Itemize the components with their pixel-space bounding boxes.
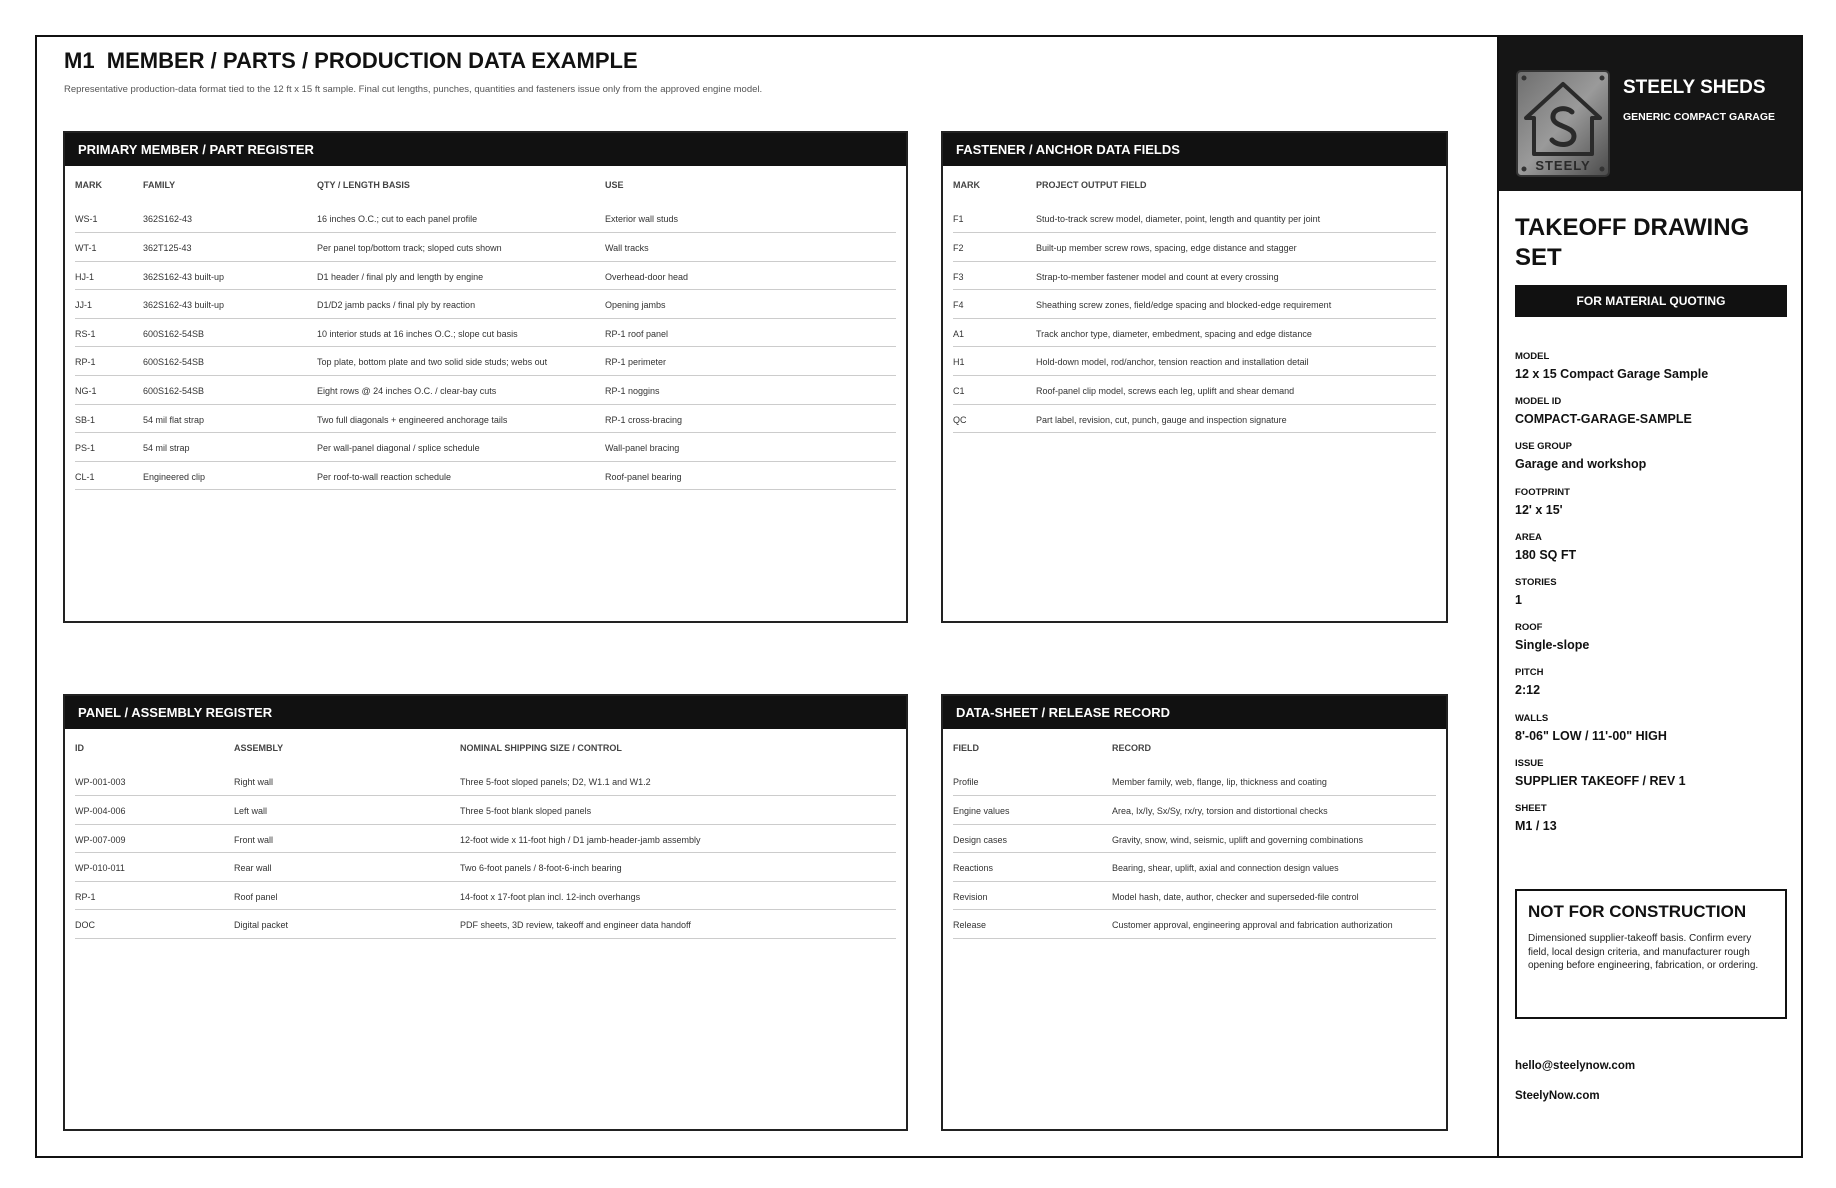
table-cell: Overhead-door head — [605, 261, 896, 290]
column-header: MARK — [953, 180, 980, 190]
spec-item — [1515, 667, 1787, 712]
table-cell: Area, Ix/Iy, Sx/Sy, rx/ry, torsion and distortional checks — [1112, 796, 1436, 825]
table-cell: Roof panel — [234, 881, 460, 910]
table-cell: 10 interior studs at 16 inches O.C.; slope cut basis — [317, 318, 605, 347]
spec-item — [1515, 532, 1787, 577]
warning-text: Dimensioned supplier-takeoff basis. Confirm every field, local design criteria, and manufacturer rough opening before engineering, fabrication, or ordering. — [1528, 933, 1759, 971]
table-row — [953, 881, 1436, 910]
brand-subtitle: GENERIC COMPACT GARAGE — [1623, 111, 1776, 123]
table-cell: Release — [953, 910, 1112, 939]
table-cell: Eight rows @ 24 inches O.C. / clear-bay cuts — [317, 376, 605, 405]
table-header-row — [75, 729, 896, 767]
table-cell: D1 header / final ply and length by engine — [317, 261, 605, 290]
spec-value: COMPACT-GARAGE-SAMPLE — [1515, 412, 1692, 427]
table-cell: 362S162-43 built-up — [143, 261, 317, 290]
spec-label: STORIES — [1515, 576, 1557, 588]
table-cell: Per panel top/bottom track; sloped cuts shown — [317, 233, 605, 262]
table-cell: Wall tracks — [605, 233, 896, 262]
spec-value: M1 / 13 — [1515, 818, 1557, 833]
table-row — [75, 881, 896, 910]
table-cell: Sheathing screw zones, field/edge spacing and blocked-edge requirement — [1036, 290, 1436, 319]
column-header: ID — [75, 743, 84, 753]
spec-item — [1515, 803, 1787, 848]
page-title: M1 MEMBER / PARTS / PRODUCTION DATA EXAMPLE — [64, 48, 638, 73]
table-cell: Top plate, bottom plate and two solid side studs; webs out — [317, 347, 605, 376]
table-cell: Digital packet — [234, 910, 460, 939]
main-area — [37, 37, 1499, 1156]
column-header: QTY / LENGTH BASIS — [317, 180, 410, 190]
table-row — [75, 318, 896, 347]
table-cell: Three 5-foot sloped panels; D2, W1.1 and W1.2 — [460, 767, 896, 796]
table-header-row — [953, 729, 1436, 767]
table-cell: Per wall-panel diagonal / splice schedule — [317, 433, 605, 462]
table-row — [75, 461, 896, 490]
table-cell: CL-1 — [75, 461, 143, 490]
spec-label: MODEL — [1515, 351, 1550, 362]
table-row — [953, 767, 1436, 796]
table-cell: Design cases — [953, 824, 1112, 853]
fastener-fields-table — [953, 166, 1436, 433]
table-row — [75, 261, 896, 290]
table-cell: Right wall — [234, 767, 460, 796]
part-register-table — [75, 166, 896, 490]
column-header: PROJECT OUTPUT FIELD — [1036, 180, 1147, 190]
table-cell: F4 — [953, 290, 1036, 319]
table-row — [75, 290, 896, 319]
column-header: FAMILY — [143, 180, 176, 190]
table-row — [953, 233, 1436, 262]
spec-item — [1515, 396, 1787, 441]
table-cell: RP-1 cross-bracing — [605, 404, 896, 433]
column-header: MARK — [75, 180, 102, 190]
fastener-fields-title: FASTENER / ANCHOR DATA FIELDS — [943, 133, 1446, 166]
table-cell: WP-004-006 — [75, 796, 234, 825]
release-record-table — [953, 729, 1436, 939]
drawing-sheet — [35, 35, 1803, 1158]
fastener-fields-panel — [941, 131, 1448, 623]
table-cell: Profile — [953, 767, 1112, 796]
table-cell: Two full diagonals + engineered anchorage tails — [317, 404, 605, 433]
table-row — [953, 404, 1436, 433]
table-cell: 600S162-54SB — [143, 347, 317, 376]
table-cell: Bearing, shear, uplift, axial and connection design values — [1112, 853, 1436, 882]
brand-block — [1499, 37, 1801, 191]
table-cell: RP-1 noggins — [605, 376, 896, 405]
table-cell: C1 — [953, 376, 1036, 405]
table-row — [75, 796, 896, 825]
spec-value: 2:12 — [1515, 683, 1541, 698]
table-cell: RP-1 perimeter — [605, 347, 896, 376]
release-record-panel — [941, 694, 1448, 1131]
table-cell: NG-1 — [75, 376, 143, 405]
table-cell: PS-1 — [75, 433, 143, 462]
warning-title: NOT FOR CONSTRUCTION — [1528, 902, 1747, 921]
table-cell: WT-1 — [75, 233, 143, 262]
release-record-title: DATA-SHEET / RELEASE RECORD — [943, 696, 1446, 729]
spec-item — [1515, 487, 1787, 532]
table-cell: 16 inches O.C.; cut to each panel profile — [317, 204, 605, 233]
table-row — [75, 376, 896, 405]
table-cell: Member family, web, flange, lip, thickness and coating — [1112, 767, 1436, 796]
table-cell: Reactions — [953, 853, 1112, 882]
table-row — [75, 347, 896, 376]
set-title: TAKEOFF DRAWING SET — [1515, 214, 1750, 271]
spec-item — [1515, 577, 1787, 622]
table-cell: Track anchor type, diameter, embedment, spacing and edge distance — [1036, 318, 1436, 347]
table-cell: 12-foot wide x 11-foot high / D1 jamb-header-jamb assembly — [460, 824, 896, 853]
spec-label: AREA — [1515, 531, 1542, 543]
table-row — [75, 767, 896, 796]
table-row — [953, 853, 1436, 882]
quote-band: FOR MATERIAL QUOTING — [1515, 285, 1787, 317]
table-cell: Roof-panel bearing — [605, 461, 896, 490]
title-block — [1497, 37, 1801, 1156]
table-cell: Hold-down model, rod/anchor, tension reaction and installation detail — [1036, 347, 1436, 376]
table-cell: WP-007-009 — [75, 824, 234, 853]
table-cell: Opening jambs — [605, 290, 896, 319]
table-cell: 54 mil flat strap — [143, 404, 317, 433]
spec-list — [1515, 351, 1787, 848]
table-cell: Three 5-foot blank sloped panels — [460, 796, 896, 825]
table-row — [953, 824, 1436, 853]
spec-label: PITCH — [1515, 667, 1544, 679]
spec-item — [1515, 622, 1787, 667]
table-cell: RP-1 roof panel — [605, 318, 896, 347]
column-header: USE — [605, 180, 624, 190]
spec-item — [1515, 441, 1787, 486]
table-row — [75, 824, 896, 853]
table-cell: JJ-1 — [75, 290, 143, 319]
table-cell: 362S162-43 — [143, 204, 317, 233]
table-cell: Rear wall — [234, 853, 460, 882]
spec-item — [1515, 758, 1787, 803]
table-row — [75, 910, 896, 939]
column-header: NOMINAL SHIPPING SIZE / CONTROL — [460, 743, 622, 753]
brand-name: STEELY SHEDS — [1623, 77, 1766, 98]
column-header: FIELD — [953, 743, 979, 753]
spec-label: MODEL ID — [1515, 396, 1562, 408]
table-row — [953, 318, 1436, 347]
table-cell: Gravity, snow, wind, seismic, uplift and governing combinations — [1112, 824, 1436, 853]
table-cell: D1/D2 jamb packs / final ply by reaction — [317, 290, 605, 319]
table-cell: 600S162-54SB — [143, 376, 317, 405]
spec-value: 8'-06" LOW / 11'-00" HIGH — [1515, 728, 1667, 743]
table-row — [75, 233, 896, 262]
table-cell: Left wall — [234, 796, 460, 825]
table-cell: Wall-panel bracing — [605, 433, 896, 462]
table-row — [953, 261, 1436, 290]
panel-register-title: PANEL / ASSEMBLY REGISTER — [65, 696, 906, 729]
table-cell: Stud-to-track screw model, diameter, point, length and quantity per joint — [1036, 204, 1436, 233]
table-cell: QC — [953, 404, 1036, 433]
spec-item — [1515, 351, 1787, 396]
spec-item — [1515, 713, 1787, 758]
table-cell: Customer approval, engineering approval and fabrication authorization — [1112, 910, 1436, 939]
table-cell: F1 — [953, 204, 1036, 233]
table-cell: Front wall — [234, 824, 460, 853]
spec-value: 12 x 15 Compact Garage Sample — [1515, 367, 1709, 381]
table-row — [75, 853, 896, 882]
page-subtitle: Representative production-data format tied to the 12 ft x 15 ft sample. Final cut lengths, punches, quantities and fasteners issue only from the approved engine model. — [64, 84, 763, 95]
table-row — [953, 796, 1436, 825]
part-register-title: PRIMARY MEMBER / PART REGISTER — [65, 133, 906, 166]
table-cell: 54 mil strap — [143, 433, 317, 462]
table-cell: Strap-to-member fastener model and count at every crossing — [1036, 261, 1436, 290]
column-header: ASSEMBLY — [234, 743, 284, 753]
table-cell: WP-010-011 — [75, 853, 234, 882]
table-cell: 362T125-43 — [143, 233, 317, 262]
table-cell: Engineered clip — [143, 461, 317, 490]
spec-value: SUPPLIER TAKEOFF / REV 1 — [1515, 773, 1686, 788]
panel-register-table — [75, 729, 896, 939]
spec-value: 12' x 15' — [1515, 502, 1563, 517]
contact-website[interactable]: SteelyNow.com — [1515, 1090, 1600, 1102]
spec-label: FOOTPRINT — [1515, 486, 1570, 498]
table-header-row — [75, 166, 896, 204]
table-cell: H1 — [953, 347, 1036, 376]
table-cell: Revision — [953, 881, 1112, 910]
table-cell: 600S162-54SB — [143, 318, 317, 347]
column-header: RECORD — [1112, 743, 1152, 753]
table-cell: Two 6-foot panels / 8-foot-6-inch bearing — [460, 853, 896, 882]
table-row — [75, 433, 896, 462]
table-row — [953, 910, 1436, 939]
table-cell: RP-1 — [75, 347, 143, 376]
table-cell: Model hash, date, author, checker and superseded-file control — [1112, 881, 1436, 910]
table-cell: RP-1 — [75, 881, 234, 910]
table-cell: Exterior wall studs — [605, 204, 896, 233]
steely-logo — [1516, 70, 1610, 177]
table-cell: F2 — [953, 233, 1036, 262]
spec-label: ISSUE — [1515, 757, 1544, 769]
table-row — [953, 290, 1436, 319]
table-cell: F3 — [953, 261, 1036, 290]
table-cell: Part label, revision, cut, punch, gauge and inspection signature — [1036, 404, 1436, 433]
table-cell: WP-001-003 — [75, 767, 234, 796]
table-row — [953, 347, 1436, 376]
table-cell: 14-foot x 17-foot plan incl. 12-inch overhangs — [460, 881, 896, 910]
spec-value: Single-slope — [1515, 638, 1590, 653]
panel-register-panel — [63, 694, 908, 1131]
table-cell: HJ-1 — [75, 261, 143, 290]
table-cell: 362S162-43 built-up — [143, 290, 317, 319]
table-cell: SB-1 — [75, 404, 143, 433]
table-cell: RS-1 — [75, 318, 143, 347]
spec-label: SHEET — [1515, 802, 1547, 814]
table-cell: PDF sheets, 3D review, takeoff and engineer data handoff — [460, 910, 896, 939]
table-header-row — [953, 166, 1436, 204]
table-row — [953, 204, 1436, 233]
svg-text:STEELY: STEELY — [1535, 158, 1591, 173]
contact-email[interactable]: hello@steelynow.com — [1515, 1060, 1636, 1072]
spec-label: USE GROUP — [1515, 441, 1573, 453]
table-row — [75, 204, 896, 233]
spec-label: ROOF — [1515, 622, 1543, 634]
table-cell: Built-up member screw rows, spacing, edge distance and stagger — [1036, 233, 1436, 262]
spec-value: 1 — [1515, 592, 1522, 607]
table-cell: Roof-panel clip model, screws each leg, uplift and shear demand — [1036, 376, 1436, 405]
spec-value: 180 SQ FT — [1515, 547, 1577, 562]
table-cell: Engine values — [953, 796, 1112, 825]
table-cell: WS-1 — [75, 204, 143, 233]
table-row — [75, 404, 896, 433]
table-cell: Per roof-to-wall reaction schedule — [317, 461, 605, 490]
table-row — [953, 376, 1436, 405]
table-cell: DOC — [75, 910, 234, 939]
table-cell: A1 — [953, 318, 1036, 347]
part-register-panel — [63, 131, 908, 623]
warning-box — [1515, 889, 1787, 1019]
spec-label: WALLS — [1515, 712, 1549, 724]
spec-value: Garage and workshop — [1515, 457, 1647, 472]
